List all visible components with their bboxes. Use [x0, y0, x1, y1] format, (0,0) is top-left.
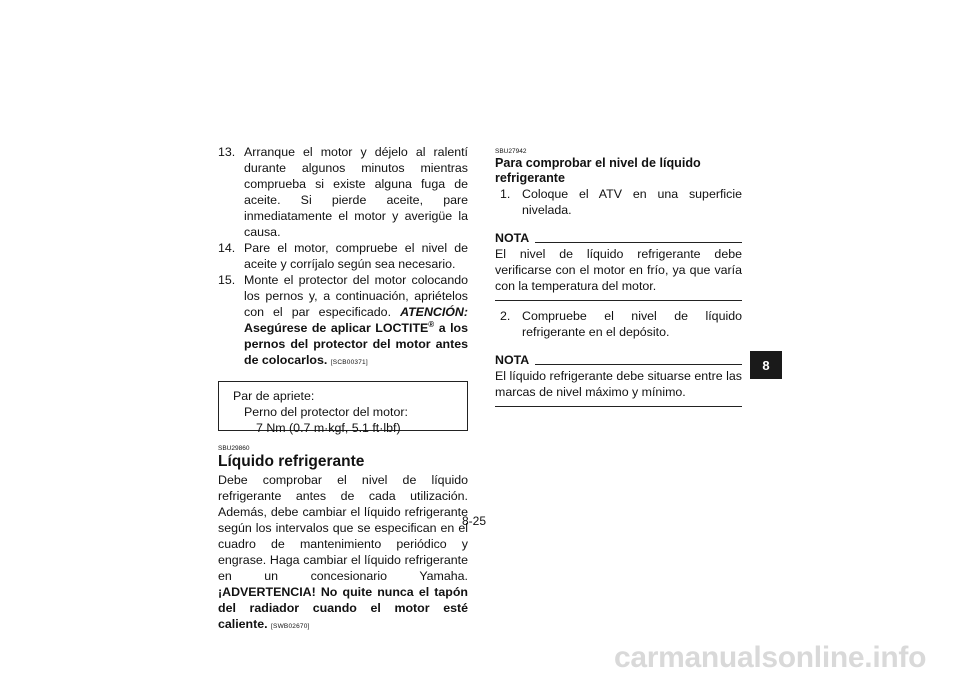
- section-body: Debe comprobar el nivel de líquido refrigerante antes de cada utilización. Además, debe cambiar el líquido refrigerante según los intervalos que se especifican en el cuadro de mantenimiento periódico y engrase. Haga cambiar el líquido refrigerante en un concesionario Yamaha. ¡ADVERTENCIA! No quite nunca el tapón del radiador cuando el motor esté caliente. [SWB02670]: [218, 473, 468, 631]
- torque-value: 7 Nm (0.7 m·kgf, 5.1 ft·lbf): [256, 421, 401, 435]
- torque-box: [218, 381, 468, 435]
- step-14: 14. Pare el motor, compruebe el nivel de aceite y corríjalo según sea necesario.: [218, 241, 468, 271]
- subsection-title: Para comprobar el nivel de líquido refrigerante: [495, 156, 701, 185]
- step-14-text: Pare el motor, compruebe el nivel de aceite y corríjalo según sea necesario.: [244, 241, 468, 271]
- watermark: carmanualsonline.info: [614, 641, 927, 674]
- step-15-text: Monte el protector del motor colocando los pernos y, a continuación, apriételos con el par especificado.: [244, 273, 468, 319]
- nota-2-divider: [495, 406, 742, 407]
- nota-1-divider: [495, 300, 742, 301]
- right-column: [495, 144, 742, 407]
- nota-1-text: El nivel de líquido refrigerante debe verificarse con el motor en frío, ya que varía con la temperatura del motor.: [495, 247, 742, 293]
- nota-2-header: NOTA: [495, 352, 742, 368]
- torque-item: Perno del protector del motor:: [244, 405, 408, 419]
- nota-2-text: El líquido refrigerante debe situarse entre las marcas de nivel máximo y mínimo.: [495, 369, 742, 399]
- warning-text: ¡ADVERTENCIA! No quite nunca el tapón del radiador cuando el motor esté caliente.: [218, 585, 468, 631]
- nota-1-header: NOTA: [495, 230, 742, 246]
- left-column: [218, 144, 468, 635]
- chapter-tab: 8: [750, 351, 782, 379]
- section-title: Líquido refrigerante: [218, 453, 365, 470]
- step-15: 15. Monte el protector del motor colocando los pernos y, a continuación, apriételos con el par especificado. ATENCIÓN: Asegúrese de aplicar LOCTITE® a los pernos del protector del motor antes de colocarlos. [SCB00371]: [218, 273, 468, 367]
- caution-label: ATENCIÓN:: [400, 305, 468, 319]
- step-2: 2. Compruebe el nivel de líquido refrigerante en el depósito.: [500, 309, 742, 339]
- caution-code: [SCB00371]: [330, 359, 368, 366]
- step-13: 13. Arranque el motor y déjelo al ralentí durante algunos minutos mientras comprueba si existe alguna fuga de aceite. Si pierde aceite, pare inmediatamente el motor y averigüe la causa.: [218, 145, 468, 239]
- torque-title: Par de apriete:: [233, 389, 315, 403]
- section-code: SBU29860: [218, 445, 250, 452]
- subsection-code: SBU27942: [495, 148, 527, 155]
- step-13-text: Arranque el motor y déjelo al ralentí durante algunos minutos mientras comprueba si existe alguna fuga de aceite. Si pierde aceite, pare inmediatamente el motor y averigüe la causa.: [244, 145, 468, 239]
- step-1: 1. Coloque el ATV en una superficie nivelada.: [500, 187, 742, 217]
- page-number: 8-25: [462, 514, 487, 528]
- warning-code: [SWB02670]: [271, 623, 310, 630]
- caution-text: Asegúrese de aplicar LOCTITE® a los pernos del protector del motor antes de colocarlos.: [244, 319, 468, 367]
